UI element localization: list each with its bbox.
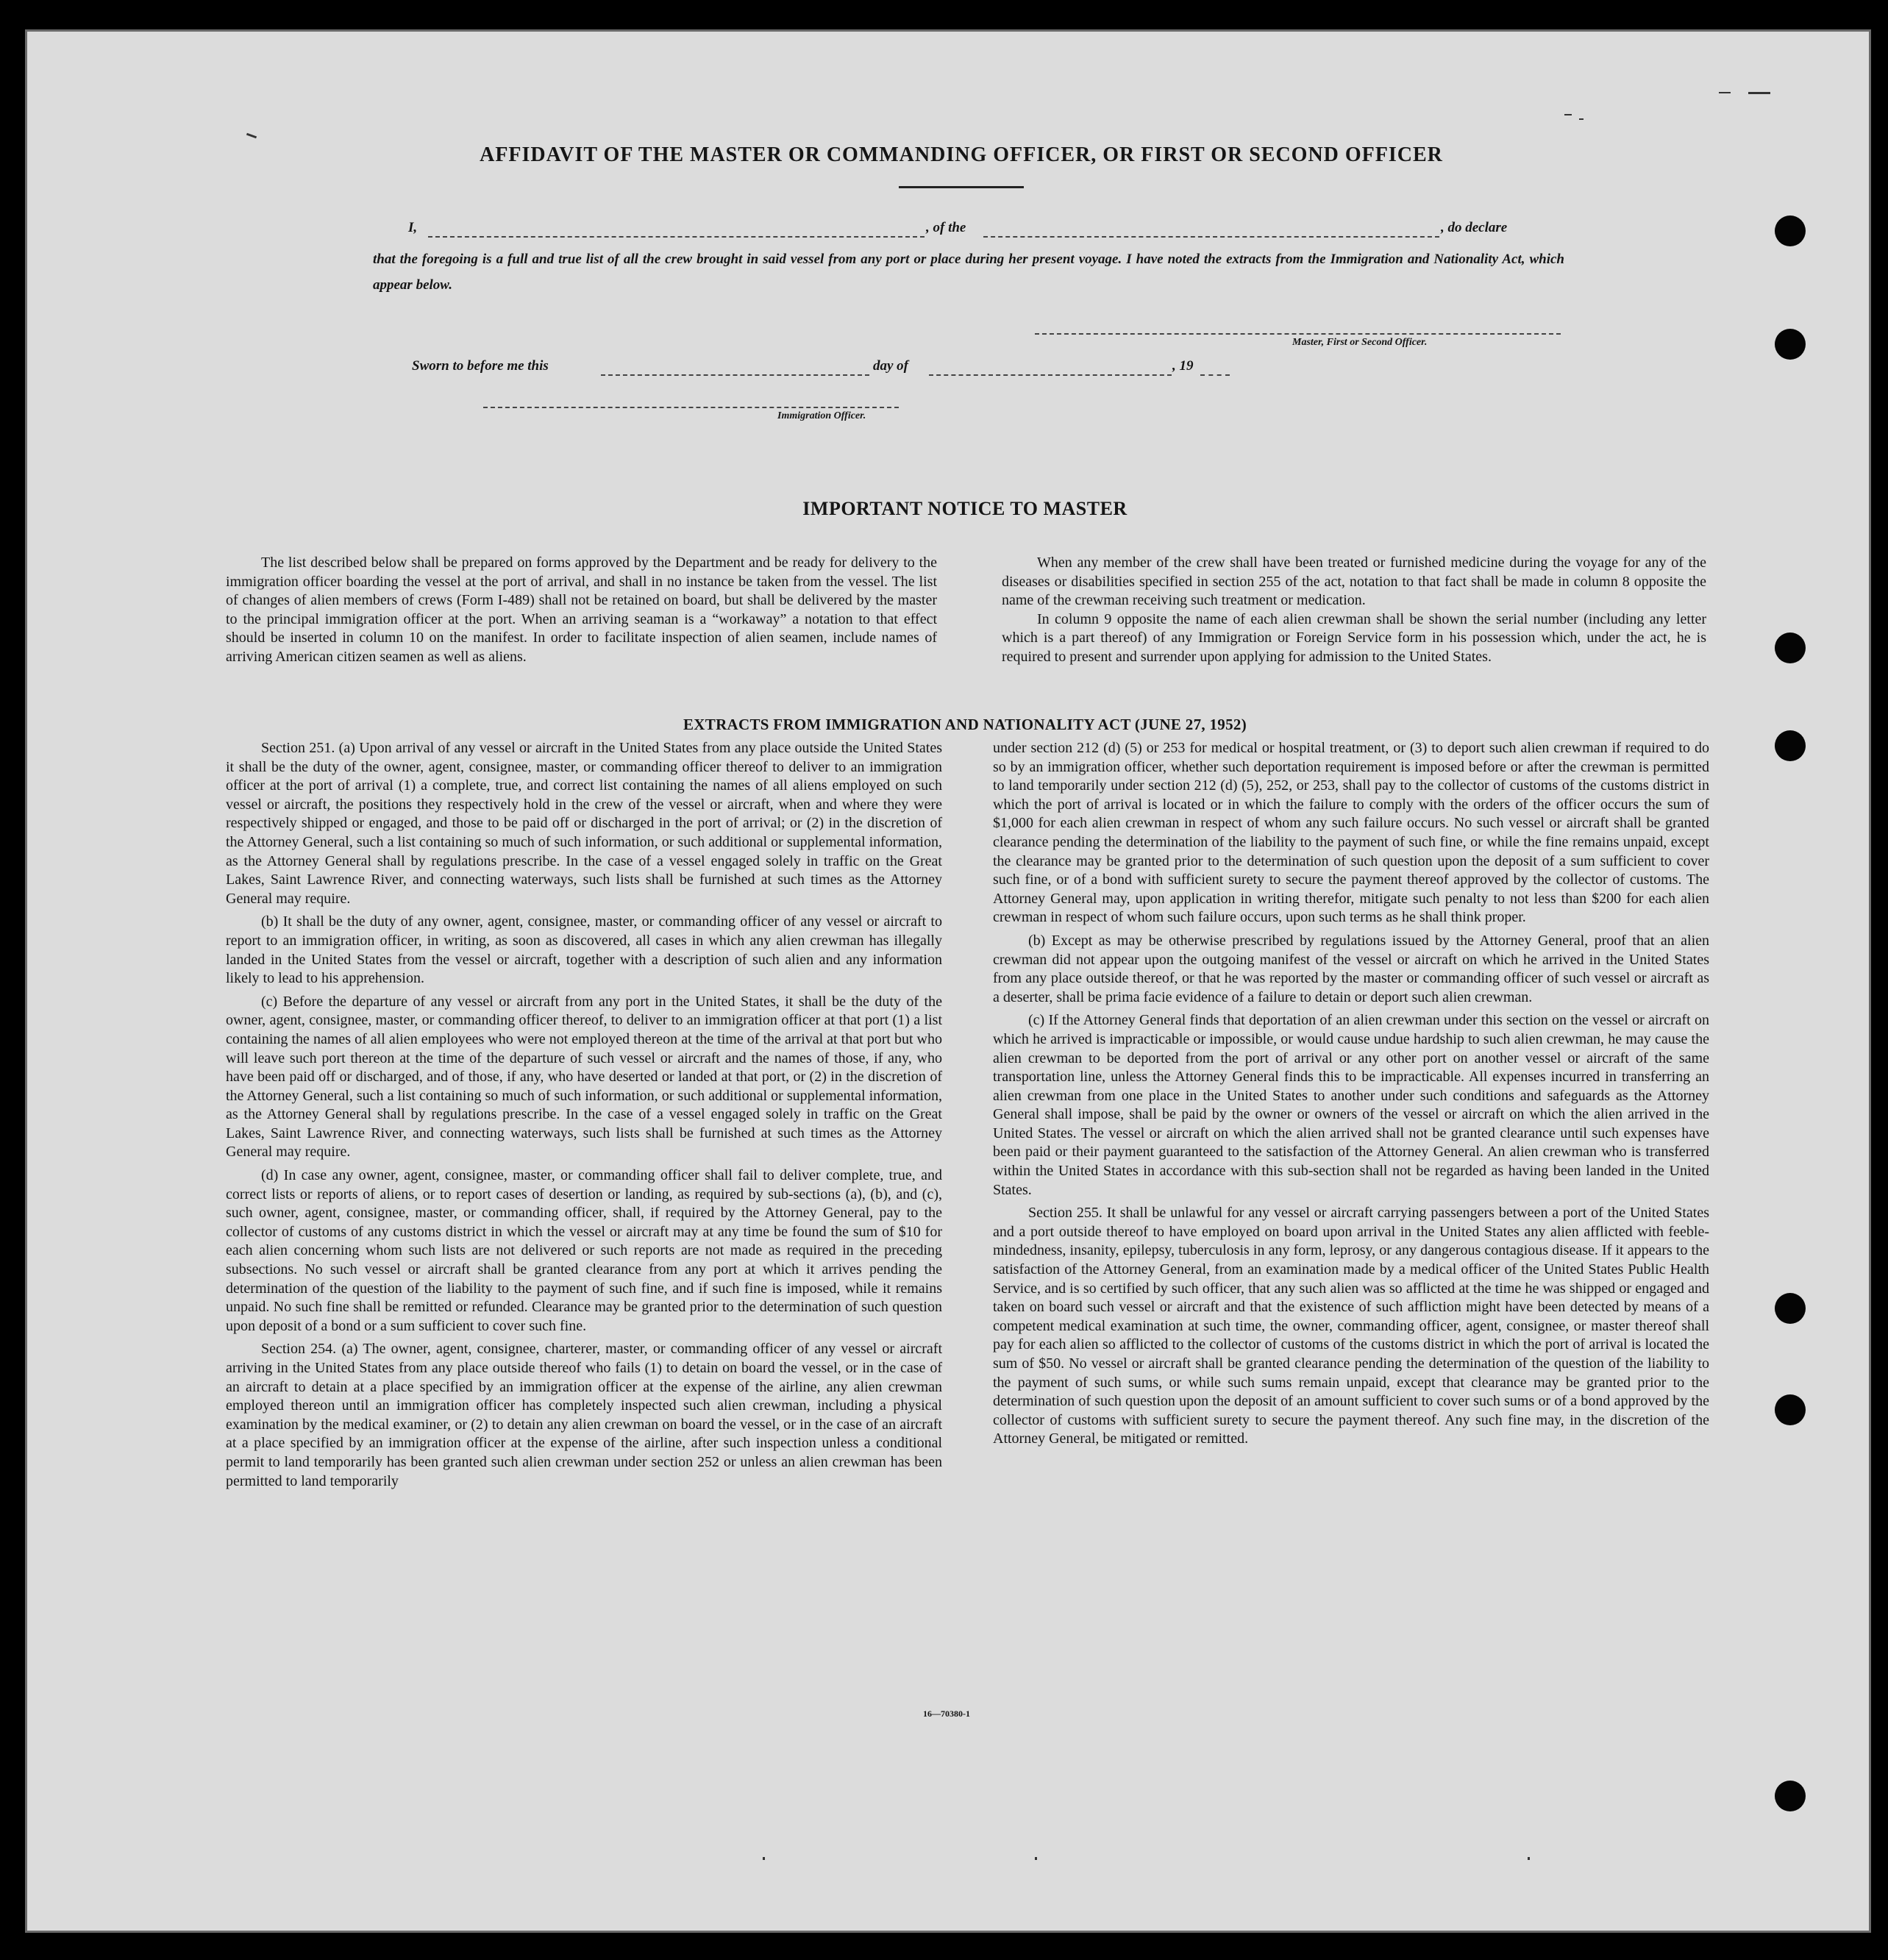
section-251-c: (c) Before the departure of any vessel or aircraft from any port in the United States, it shall be the duty of the owner, agent, consignee, master, or commanding officer thereof, to deliver to an immigration officer at that port (1) a list containing the names of all alien employees who were not employed thereon at the time of the arrival at that port but who will leave such port thereon at the time of the departure of such vessel or aircraft and the names of those, if any, who have been paid off or discharged, and of those, if any, who have deserted or landed at that port, or (2) in the discretion of the Attorney General, such a list containing so much of such information, or such additional or supplemental information, as the Attorney General shall by regulations prescribe. In the case of a vessel engaged solely in traffic on the Great Lakes, Saint Lawrence River, and connecting waterways, such lists shall be furnished at such times as the Attorney General may require. <box>226 993 942 1161</box>
sworn-month-line <box>929 374 1172 376</box>
day-of-label: day of <box>873 358 909 374</box>
binder-hole-2 <box>1775 329 1806 360</box>
signature-caption: Master, First or Second Officer. <box>1292 337 1428 348</box>
extracts-left-column <box>226 739 942 1491</box>
vessel-name-line <box>983 236 1439 238</box>
scan-mark <box>1579 118 1584 120</box>
notice-paragraph: In column 9 opposite the name of each alien crewman shall be shown the serial number (including any letter which is a part thereof) of any Immigration or Foreign Service form in his possession which, under the act, he is required to present and surrender upon applying for admission to the United States. <box>1002 610 1706 665</box>
binder-hole-3 <box>1775 632 1806 663</box>
do-declare-label: , do declare <box>1441 220 1508 235</box>
notice-right-column <box>1002 554 1706 667</box>
binder-hole-5 <box>1775 1293 1806 1324</box>
title-underline <box>899 186 1024 188</box>
year-label: , 19 <box>1172 358 1194 374</box>
scan-mark <box>1719 92 1731 93</box>
binder-hole-4 <box>1775 730 1806 761</box>
sworn-year-line <box>1200 374 1230 376</box>
notice-paragraph: The list described below shall be prepared on forms approved by the Department and be ready for delivery to the immigration officer boarding the vessel at the port of arrival, and shall in no instance be taken from the vessel. The list of changes of alien members of crews (Form I-489) shall not be retained on board, but shall be delivered by the master to the principal immigration officer at the port. When an arriving seaman is a “workaway” a notation to that effect should be inserted in column 10 on the manifest. In order to facilitate inspection of alien seamen, include names of arriving American citizen seamen as well as aliens. <box>226 555 937 665</box>
scan-mark <box>1748 92 1770 94</box>
section-254-a: Section 254. (a) The owner, agent, consignee, charterer, master, or commanding officer of any vessel or aircraft arriving in the United States from any place outside thereof who fails (1) to detain on board the vessel, or in the case of an aircraft to detain at a place specified by an immigration officer at the expense of the airline, any alien crewman employed thereon until an immigration officer has completely inspected such alien crewman, including a physical examination by the medical examiner, or (2) to detain any alien crewman on board the vessel, or in the case of an aircraft at a place specified by an immigration officer at the expense of the airline, after such inspection unless a conditional permit to land temporarily has been granted such alien crewman under section 252 or unless an alien crewman has been permitted to land temporarily <box>226 1341 942 1489</box>
binder-hole-1 <box>1775 215 1806 246</box>
section-255: Section 255. It shall be unlawful for any vessel or aircraft carrying passengers between a port of the United States and a port outside thereof to have employed on board upon arrival in the United States any alien afflicted with feeble-mindedness, insanity, epilepsy, tuberculosis in any form, leprosy, or any dangerous contagious disease. If it appears to the satisfaction of the Attorney General, from an examination made by a medical officer of the United States Public Health Service, and is so certified by such officer, that any such alien was so afflicted at the time he was shipped or engaged and taken on board such vessel or aircraft and that the existence of such affliction might have been detected by means of a competent medical examination at such time, the owner, commanding officer, agent, consignee, or master thereof shall pay for each alien so afflicted to the collector of customs of the customs district in which the port of arrival is located the sum of $50. No vessel or aircraft shall be granted clearance pending the determination of the question of the liability to the payment of such sums, or while such sums remain unpaid, except that clearance may be granted prior to the determination of such question upon the deposit of an amount sufficient to cover such sums or of a bond approved by the collector of customs with sufficient surety to secure the payment thereof. Any such fine may, in the discretion of the Attorney General, be mitigated or remitted. <box>993 1205 1709 1447</box>
section-251-b: (b) It shall be the duty of any owner, agent, consignee, master, or commanding officer of any vessel or aircraft to report to an immigration officer, in writing, as soon as discovered, all cases in which any alien crewman has illegally landed in the United States from the vessel or aircraft, together with a description of such alien and any information likely to lead to his apprehension. <box>226 913 942 987</box>
declarant-name-line <box>428 236 925 238</box>
scan-mark <box>246 133 257 139</box>
notice-title: IMPORTANT NOTICE TO MASTER <box>802 498 1128 519</box>
binder-hole-6 <box>1775 1394 1806 1425</box>
scan-mark <box>1528 1857 1530 1860</box>
form-number: 16—70380-1 <box>923 1708 970 1719</box>
section-251-d: (d) In case any owner, agent, consignee, master, or commanding officer shall fail to deliver complete, true, and correct lists or reports of aliens, or to report cases of desertion or landing, as required by sub-sections (a), (b), and (c), such owner, agent, consignee, master, or commanding officer, shall, if required by the Attorney General, pay to the collector of customs of any customs district in which the vessel or aircraft may at any time be found the sum of $10 for each alien concerning whom such lists are not delivered or such reports are not made as required in the preceding subsections. No such vessel or aircraft shall be granted clearance from any port at which it arrives pending the determination of the question of the liability to the payment of such fine, and if such fine is imposed, while it remains unpaid. No such fine shall be remitted or refunded. Clearance may be granted prior to the determination of such question upon deposit of a bond or a sum sufficient to cover such fine. <box>226 1167 942 1334</box>
i-label: I, <box>408 220 418 235</box>
extracts-title: EXTRACTS FROM IMMIGRATION AND NATIONALITY ACT (JUNE 27, 1952) <box>683 716 1247 733</box>
sworn-label: Sworn to before me this <box>412 358 549 374</box>
form-page <box>25 29 1871 1933</box>
officer-signature-line <box>483 407 899 408</box>
extracts-right-column <box>993 739 1709 1449</box>
scan-mark <box>1035 1857 1037 1860</box>
section-254-b: (b) Except as may be otherwise prescribed by regulations issued by the Attorney General, proof that an alien crewman did not appear upon the outgoing manifest of the vessel or aircraft on which he arrived in the United States from any place outside thereof, or that he was reported by the master or commanding officer of such vessel or aircraft as a deserter, shall be prima facie evidence of a failure to detain or deport such alien crewman. <box>993 932 1709 1005</box>
scan-mark <box>763 1857 765 1860</box>
declaration-text: that the foregoing is a full and true list of all the crew brought in said vessel from any port or place during her present voyage. I have noted the extracts from the Immigration and Nationality Act, which appear below. <box>373 252 1564 293</box>
officer-caption: Immigration Officer. <box>777 410 866 421</box>
binder-hole-7 <box>1775 1781 1806 1811</box>
section-251-a: Section 251. (a) Upon arrival of any vessel or aircraft in the United States from any place outside the United States it shall be the duty of the owner, agent, consignee, master, or commanding officer thereof to deliver to an immigration officer at the port of arrival (1) a complete, true, and correct list containing the names of all aliens employed on such vessel or aircraft, the positions they respectively hold in the crew of the vessel or aircraft, when and where they were respectively shipped or engaged, and those to be paid off or discharged in the port of arrival; or (2) in the discretion of the Attorney General, such a list containing so much of such information, or such additional or supplemental information, as the Attorney General shall by regulations prescribe. In the case of a vessel engaged solely in traffic on the Great Lakes, Saint Lawrence River, and connecting waterways, such lists shall be furnished at such times as the Attorney General may require. <box>226 740 942 907</box>
section-254-c: (c) If the Attorney General finds that deportation of an alien crewman under this section on the vessel or aircraft on which he arrived is impracticable or impossible, or would cause undue hardship to such alien crewman, he may cause the alien crewman to be deported from the port of arrival or any other port on another vessel or aircraft of the same transportation line, unless the Attorney General finds this to be impracticable. All expenses incurred in transferring an alien crewman from one place in the United States to another under such conditions and safeguards as the Attorney General shall impose, shall be paid by the owner or owners of the vessel or aircraft on which the alien arrived in the United States. The vessel or aircraft on which the alien arrived shall not be granted clearance until such expenses have been paid or their payment guaranteed to the satisfaction of the Attorney General. An alien crewman who is transferred within the United States in accordance with this sub-section shall not be regarded as having been landed in the United States. <box>993 1012 1709 1198</box>
of-the-label: , of the <box>926 220 966 235</box>
section-254-a-continued: under section 212 (d) (5) or 253 for medical or hospital treatment, or (3) to deport such alien crewman if required to do so by an immigration officer, whether such deportation requirement is imposed before or after the crewman is permitted to land temporarily under section 212 (d) (5), 252, or 253, shall pay to the collector of customs of the customs district in which the port of arrival is located or in which the failure to comply with the orders of the officer occurs the sum of $1,000 for each alien crewman in respect of whom any such failure occurs. No such vessel or aircraft shall be granted clearance pending the determination of the liability to the payment of such fine, or while the fine remains unpaid, except the clearance may be granted prior to the determination of such question upon the deposit of a sum sufficient to cover such fine, or of a bond with sufficient surety to secure the payment thereof approved by the collector of customs. The Attorney General may, upon application in writing therefor, mitigate such penalty to not less than $200 for each alien crewman in respect of whom such failure occurs, upon such terms as he shall think proper. <box>993 740 1709 926</box>
scan-mark <box>1564 114 1572 115</box>
sworn-day-line <box>601 374 869 376</box>
notice-paragraph: When any member of the crew shall have been treated or furnished medicine during the voyage for any of the diseases or disabilities specified in section 255 of the act, notation to that fact shall be made in column 8 opposite the name of the crewman receiving such treatment or medication. <box>1002 555 1706 609</box>
notice-left-column <box>226 554 937 667</box>
signature-line <box>1035 333 1561 335</box>
affidavit-title: AFFIDAVIT OF THE MASTER OR COMMANDING OFFICER, OR FIRST OR SECOND OFFICER <box>480 143 1443 166</box>
